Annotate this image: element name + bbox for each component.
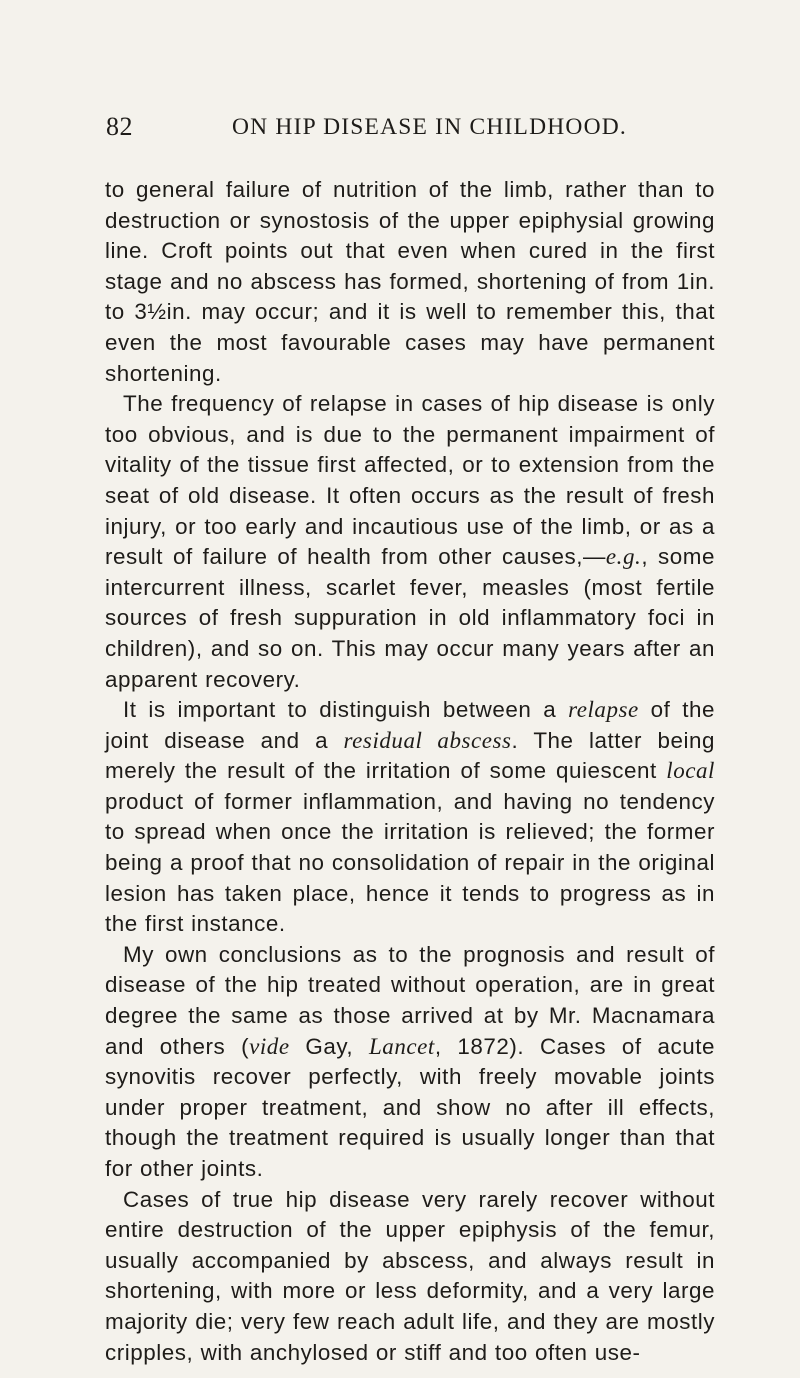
italic-eg: e.g. xyxy=(605,544,642,570)
paragraph-relapse-vs-abscess xyxy=(105,695,715,940)
text-run: My own conclusions as to the prognosis and result of disease of the hip treated without operation, are in great degree the same as those arrived at by Mr. Macnamara and others ( xyxy=(105,941,715,1059)
text-run: of the joint disease and a xyxy=(105,697,715,753)
text-run: . The latter being merely the result of the irritation of some quiescent xyxy=(105,727,715,784)
italic-vide: vide xyxy=(249,1033,290,1059)
text-run: The frequency of relapse in cases of hip disease is only too obvious, and is due to the permanent impairment of vitality of the tissue first affected, or to extension from the seat of old disease. It often occurs as the result of fresh injury, or too early and incautious use of the limb, or as a result of failure of health from other causes,— xyxy=(105,391,715,570)
italic-residual-abscess: residual abscess xyxy=(343,727,512,753)
text-run: It is important to distinguish between a xyxy=(123,697,569,723)
italic-lancet: Lancet xyxy=(368,1033,435,1059)
text-run: Gay, xyxy=(289,1033,369,1059)
italic-local: local xyxy=(666,758,715,784)
paragraph-conclusions xyxy=(105,940,715,1185)
body-text xyxy=(105,175,715,1368)
paragraph-continued: to general failure of nutrition of the limb, rather than to destruction or synostosis of the upper epiphysial growing line. Croft points out that even when cured in the first stage and no abscess has formed, shortening of from 1in. to 3½in. may occur; and it is well to remember this, that even the most favourable cases may have permanent shortening. xyxy=(105,177,715,386)
running-title: ON HIP DISEASE IN CHILDHOOD. xyxy=(232,114,628,140)
page-header xyxy=(0,112,800,152)
text-run: , some intercurrent illness, scarlet fever, measles (most fertile sources of fresh suppuration in old inflammatory foci in children), and so on. This may occur many years after an apparent recovery. xyxy=(105,544,715,692)
text-run: product of former inflammation, and having no tendency to spread when once the irritation is relieved; the former being a proof that no consolidation of repair in the original lesion has taken place, hence it tends to progress as in the first instance. xyxy=(105,788,715,937)
italic-relapse: relapse xyxy=(568,697,639,723)
page-number: 82 xyxy=(106,112,133,141)
text-run: , 1872). Cases of acute synovitis recover perfectly, with freely movable joints under proper treatment, and show no after ill effects, though the treatment required is usually longer than that for other joints. xyxy=(105,1033,715,1181)
paragraph-relapse-frequency xyxy=(105,389,715,695)
paragraph-true-hip-disease: Cases of true hip disease very rarely recover without entire destruction of the upper epiphysis of the femur, usually accompanied by abscess, and always result in shortening, with more or less deformity, and a very large majority die; very few reach adult life, and they are mostly cripples, with anchylosed or stiff and too often use- xyxy=(105,1186,715,1365)
